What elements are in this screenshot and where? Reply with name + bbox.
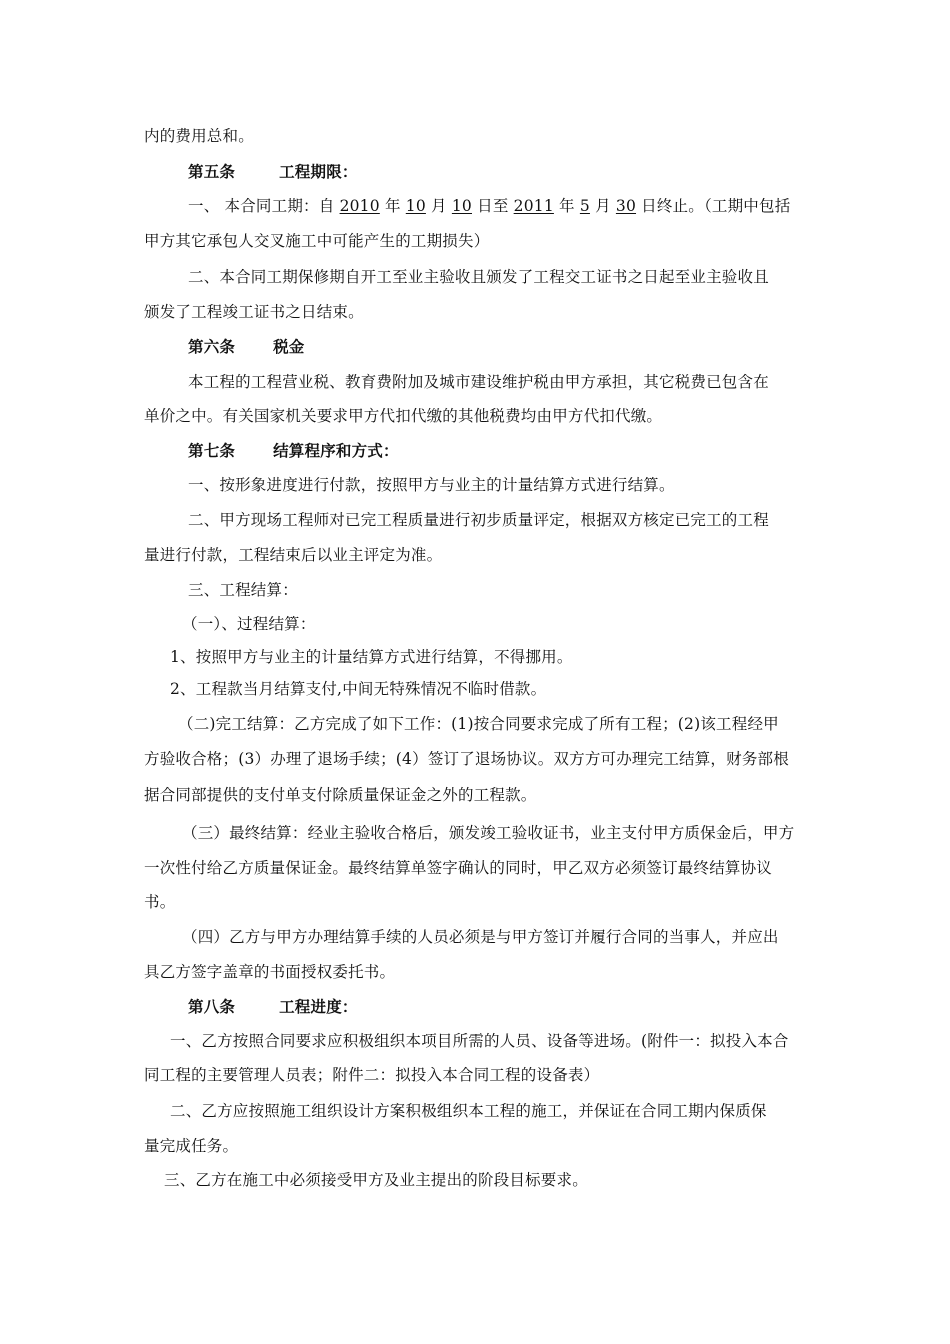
section-heading-6 [188, 337, 305, 357]
paragraph-line: 2、工程款当月结算支付,中间无特殊情况不临时借款。 [170, 680, 547, 698]
start-day: 10 [451, 197, 472, 215]
end-month: 5 [579, 197, 590, 215]
paragraph-line: 书。 [144, 893, 176, 911]
paragraph-line: 二、乙方应按照施工组织设计方案积极组织本工程的施工，并保证在合同工期内保质保 [170, 1102, 767, 1120]
paragraph-line: （四）乙方与甲方办理结算手续的人员必须是与甲方签订并履行合同的当事人，并应出 [182, 928, 779, 946]
text-run: 日至 [472, 197, 514, 215]
section-number: 第六条 [188, 337, 236, 356]
end-year: 2011 [513, 197, 554, 215]
paragraph-line: 二、本合同工期保修期自开工至业主验收且颁发了工程交工证书之日起至业主验收且 [188, 268, 769, 286]
text-run: 一、 本合同工期：自 [188, 197, 340, 215]
paragraph-line: 本工程的工程营业税、教育费附加及城市建设维护税由甲方承担，其它税费已包含在 [188, 373, 769, 391]
paragraph-line: 一次性付给乙方质量保证金。最终结算单签字确认的同时，甲乙双方必须签订最终结算协议 [144, 859, 773, 877]
section-number: 第七条 [188, 441, 236, 460]
section-title: 结算程序和方式： [273, 441, 399, 460]
paragraph-line: 方验收合格；(3）办理了退场手续；(4）签订了退场协议。双方方可办理完工结算，财务部根 [144, 750, 789, 768]
section-number: 第五条 [188, 162, 236, 181]
text-run: 年 [379, 197, 406, 215]
end-day: 30 [615, 197, 637, 215]
paragraph-line: （三）最终结算：经业主验收合格后，颁发竣工验收证书，业主支付甲方质保金后，甲方 [182, 824, 795, 842]
paragraph-line: 二、甲方现场工程师对已完工程质量进行初步质量评定，根据双方核定已完工的工程 [188, 511, 769, 529]
paragraph-line: 据合同部提供的支付单支付除质量保证金之外的工程款。 [144, 786, 537, 804]
paragraph-line: 甲方其它承包人交叉施工中可能产生的工期损失） [144, 232, 490, 250]
start-month: 10 [405, 197, 426, 215]
paragraph-line: （二)完工结算：乙方完成了如下工作：(1)按合同要求完成了所有工程；(2)该工程经甲 [178, 715, 779, 733]
start-year: 2010 [339, 197, 380, 215]
paragraph-line: 具乙方签字盖章的书面授权委托书。 [144, 963, 396, 981]
text-run: 年 [553, 197, 580, 215]
paragraph-line: 同工程的主要管理人员表；附件二：拟投入本合同工程的设备表） [144, 1066, 600, 1084]
paragraph-line: （一）、过程结算： [182, 615, 316, 633]
paragraph-line: 内的费用总和。 [144, 127, 254, 145]
text-run: 月 [425, 197, 452, 215]
section-title: 工程期限： [279, 162, 358, 181]
paragraph-line: 三、乙方在施工中必须接受甲方及业主提出的阶段目标要求。 [164, 1171, 588, 1189]
section-number: 第八条 [188, 997, 236, 1016]
section-title: 工程进度： [279, 997, 358, 1016]
paragraph-line: 量完成任务。 [144, 1137, 239, 1155]
section-title: 税金 [273, 337, 305, 356]
text-run: 月 [589, 197, 616, 215]
section-heading-8 [188, 997, 358, 1017]
paragraph-line: 颁发了工程竣工证书之日结束。 [144, 303, 364, 321]
paragraph-line: 单价之中。有关国家机关要求甲方代扣代缴的其他税费均由甲方代扣代缴。 [144, 407, 663, 425]
paragraph-line-contract-period [188, 196, 790, 216]
paragraph-line: 三、工程结算： [188, 581, 298, 599]
section-heading-7 [188, 441, 399, 461]
paragraph-line: 一、按形象进度进行付款，按照甲方与业主的计量结算方式进行结算。 [188, 476, 675, 494]
section-heading-5 [188, 162, 358, 182]
paragraph-line: 量进行付款，工程结束后以业主评定为准。 [144, 546, 443, 564]
text-run: 日终止。（工期中包括 [636, 197, 791, 215]
paragraph-line: 一、乙方按照合同要求应积极组织本项目所需的人员、设备等进场。(附件一：拟投入本合 [170, 1032, 789, 1050]
paragraph-line: 1、按照甲方与业主的计量结算方式进行结算，不得挪用。 [170, 648, 573, 666]
